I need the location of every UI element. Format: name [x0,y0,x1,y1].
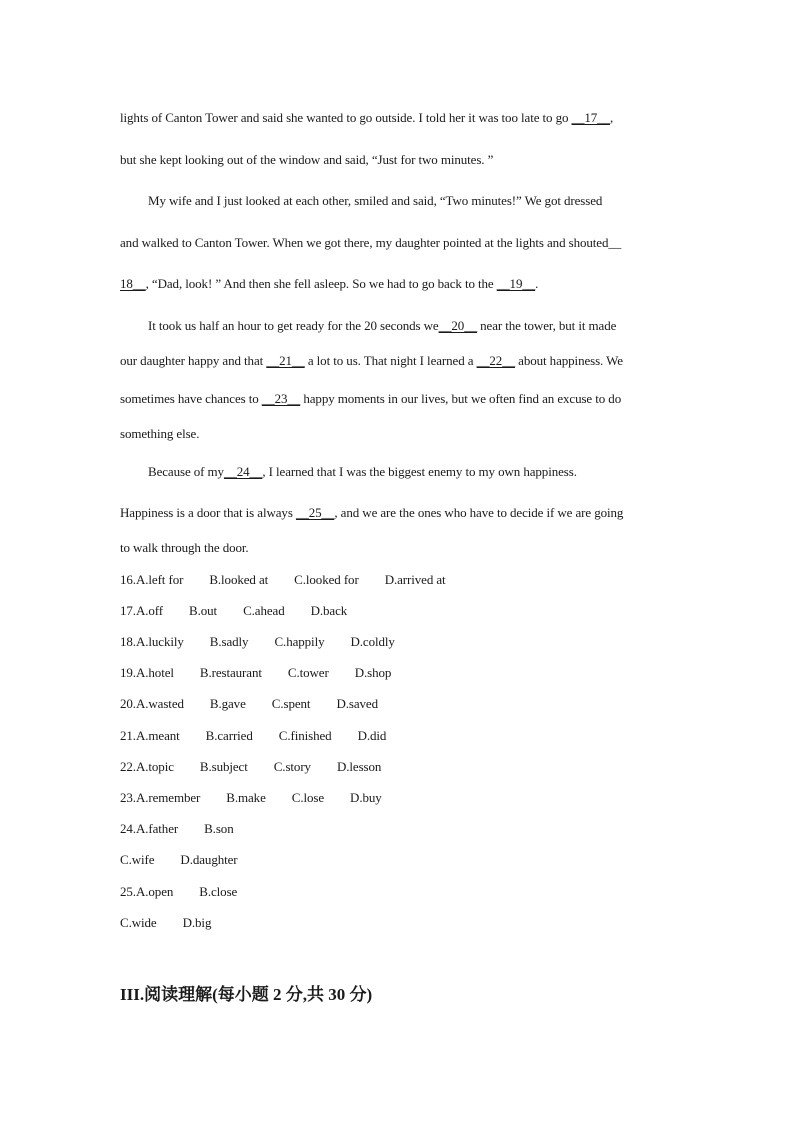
option: C.spent [271,696,311,711]
blank-17: __17__ [571,110,610,125]
option: 19.A.hotel [120,665,174,680]
question-options [120,884,680,900]
option: C.looked for [294,572,359,587]
passage-line: but she kept looking out of the window and said, “Just for two minutes. ” [120,152,494,167]
option: 16.A.left for [120,572,184,587]
question-options [120,696,680,712]
question-options [120,790,680,806]
option: B.sadly [209,634,249,649]
text: , [609,110,614,125]
text: . [535,276,539,291]
option: 20.A.wasted [120,696,184,711]
text: our daughter happy and that [120,353,267,368]
option: D.did [357,728,387,743]
option: D.shop [354,665,392,680]
text: near the tower, but it made [477,318,617,333]
option: 25.A.open [120,884,174,899]
blank-21: __21__ [266,353,305,368]
option: D.saved [336,696,378,711]
passage-line: and walked to Canton Tower. When we got there, my daughter pointed at the lights and shouted__ [120,235,622,250]
question-options [120,603,680,619]
passage-line [120,391,680,407]
text: Happiness is a door that is always [120,505,296,520]
blank-24: __24__ [223,464,263,479]
option: 24.A.father [120,821,179,836]
question-options [120,915,680,931]
passage-line [120,353,680,369]
passage-line: to walk through the door. [120,540,249,555]
passage-line [120,505,680,521]
text: a lot to us. That night I learned a [304,353,477,368]
option: C.wife [120,852,155,867]
passage-line [148,464,680,480]
option: B.gave [209,696,246,711]
passage-line: something else. [120,426,200,441]
question-options [120,759,680,775]
option: B.make [226,790,266,805]
question-options [120,728,680,744]
option: 22.A.topic [120,759,174,774]
text: It took us half an hour to get ready for the 20 seconds we [148,318,439,333]
option: D.coldly [350,634,395,649]
blank-22: __22__ [476,353,515,368]
question-options [120,821,680,837]
passage-line: My wife and I just looked at each other, smiled and said, “Two minutes!” We got dressed [148,193,603,208]
blank-25: __25__ [295,505,335,520]
option: D.lesson [336,759,382,774]
question-options [120,852,680,868]
option: 23.A.remember [120,790,201,805]
option: C.happily [274,634,325,649]
blank-20: __20__ [438,318,477,333]
option: C.wide [120,915,157,930]
blank-19: __19__ [496,276,536,291]
option: B.looked at [209,572,269,587]
passage-line [120,276,680,292]
section-heading: III.阅读理解(每小题 2 分,共 30 分) [120,985,373,1004]
option: C.tower [287,665,329,680]
option: 21.A.meant [120,728,180,743]
text: sometimes have chances to [120,391,262,406]
option: C.finished [278,728,332,743]
option: C.lose [291,790,325,805]
text: Because of my [148,464,224,479]
option: D.big [182,915,212,930]
option: D.back [310,603,348,618]
blank-23: __23__ [261,391,301,406]
option: B.son [204,821,234,836]
question-options [120,665,680,681]
text: , I learned that I was the biggest enemy to my own happiness. [262,464,577,479]
text: lights of Canton Tower and said she wanted to go outside. I told her it was too late to go [120,110,572,125]
option: B.carried [205,728,253,743]
option: B.close [199,884,238,899]
option: C.story [273,759,311,774]
text: , “Dad, look! ” And then she fell asleep. So we had to go back to the [145,276,497,291]
option: B.subject [199,759,248,774]
option: D.arrived at [384,572,446,587]
option: B.out [189,603,218,618]
option: D.daughter [180,852,238,867]
passage-line [148,318,680,334]
option: 18.A.luckily [120,634,184,649]
passage-line [120,110,680,126]
text: about happiness. We [515,353,623,368]
question-options [120,572,680,588]
option: 17.A.off [120,603,164,618]
text: , and we are the ones who have to decide if we are going [334,505,624,520]
option: D.buy [350,790,382,805]
question-options [120,634,680,650]
option: C.ahead [243,603,285,618]
blank-18: 18__ [120,276,146,291]
text: happy moments in our lives, but we often find an excuse to do [300,391,622,406]
option: B.restaurant [199,665,262,680]
